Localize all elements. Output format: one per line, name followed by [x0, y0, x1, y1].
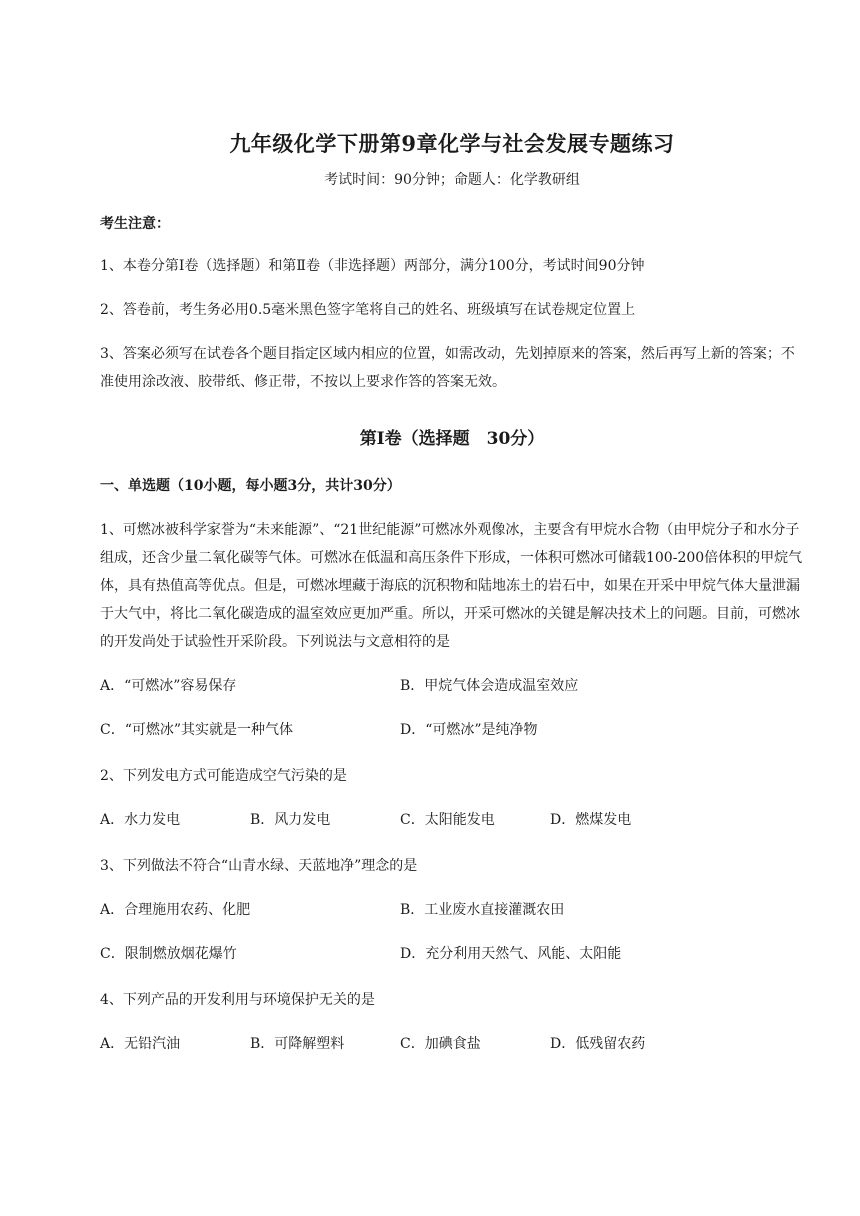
- question-4: [100, 986, 804, 1058]
- option-c: C．“可燃冰”其实就是一种气体: [100, 722, 294, 738]
- options: [100, 672, 804, 700]
- exam-info: 考试时间：90分钟；命题人：化学教研组: [324, 172, 580, 188]
- option-a: A．无铅汽油: [100, 1036, 181, 1052]
- notice-item: 2、答卷前，考生务必用0.5毫米黑色签字笔将自己的姓名、班级填写在试卷规定位置上: [100, 302, 636, 318]
- options: [100, 896, 804, 924]
- notice-item: 1、本卷分第Ⅰ卷（选择题）和第Ⅱ卷（非选择题）两部分，满分100分，考试时间90分钟: [100, 258, 645, 274]
- question-1: [100, 516, 804, 744]
- option-a: A．水力发电: [100, 812, 181, 828]
- option-b: B．风力发电: [250, 812, 331, 828]
- option-d: D．充分利用天然气、风能、太阳能: [400, 946, 622, 962]
- option-b: B．工业废水直接灌溉农田: [400, 902, 565, 918]
- option-b: B．甲烷气体会造成温室效应: [400, 678, 579, 694]
- option-c: C．限制燃放烟花爆竹: [100, 946, 237, 962]
- question-3: [100, 852, 804, 968]
- option-a: A．“可燃冰”容易保存: [100, 678, 237, 694]
- question-2: [100, 762, 804, 834]
- section-title: 第Ⅰ卷（选择题 30分）: [359, 429, 545, 449]
- option-a: A．合理施用农药、化肥: [100, 902, 251, 918]
- option-c: C．加碘食盐: [400, 1036, 481, 1052]
- options: [100, 940, 804, 968]
- part-heading: 一、单选题（10小题，每小题3分，共计30分）: [100, 478, 401, 494]
- question-stem: 4、下列产品的开发利用与环境保护无关的是: [100, 992, 375, 1008]
- option-d: D．“可燃冰”是纯净物: [400, 722, 538, 738]
- option-d: D．燃煤发电: [550, 812, 632, 828]
- option-d: D．低残留农药: [550, 1036, 646, 1052]
- options: [100, 806, 804, 834]
- options: [100, 1030, 804, 1058]
- notice-item: 3、答案必须写在试卷各个题目指定区域内相应的位置，如需改动，先划掉原来的答案，然后再写上新的答案；不准使用涂改液、胶带纸、修正带，不按以上要求作答的答案无效。: [100, 346, 795, 390]
- question-stem: 3、下列做法不符合“山青水绿、天蓝地净”理念的是: [100, 858, 418, 874]
- option-b: B．可降解塑料: [250, 1036, 345, 1052]
- question-stem: 1、可燃冰被科学家誉为“未来能源”、“21世纪能源”可燃冰外观像冰，主要含有甲烷水合物（由甲烷分子和水分子组成，还含少量二氧化碳等气体。可燃冰在低温和高压条件下形成，一体积可燃冰可储载100-200倍体积的甲烷气体，具有热值高等优点。但是，可燃冰埋藏于海底的沉积物和陆地冻土的岩石中，如果在开采中甲烷气体大量泄漏于大气中，将比二氧化碳造成的温室效应更加严重。所以，开采可燃冰的关键是解决技术上的问题。目前，可燃冰的开发尚处于试验性开采阶段。下列说法与文意相符的是: [100, 522, 803, 650]
- page-title: 九年级化学下册第9章化学与社会发展专题练习: [229, 131, 675, 156]
- option-c: C．太阳能发电: [400, 812, 495, 828]
- exam-page: [100, 126, 804, 1058]
- options: [100, 716, 804, 744]
- notice-heading: 考生注意：: [100, 216, 170, 232]
- question-stem: 2、下列发电方式可能造成空气污染的是: [100, 768, 347, 784]
